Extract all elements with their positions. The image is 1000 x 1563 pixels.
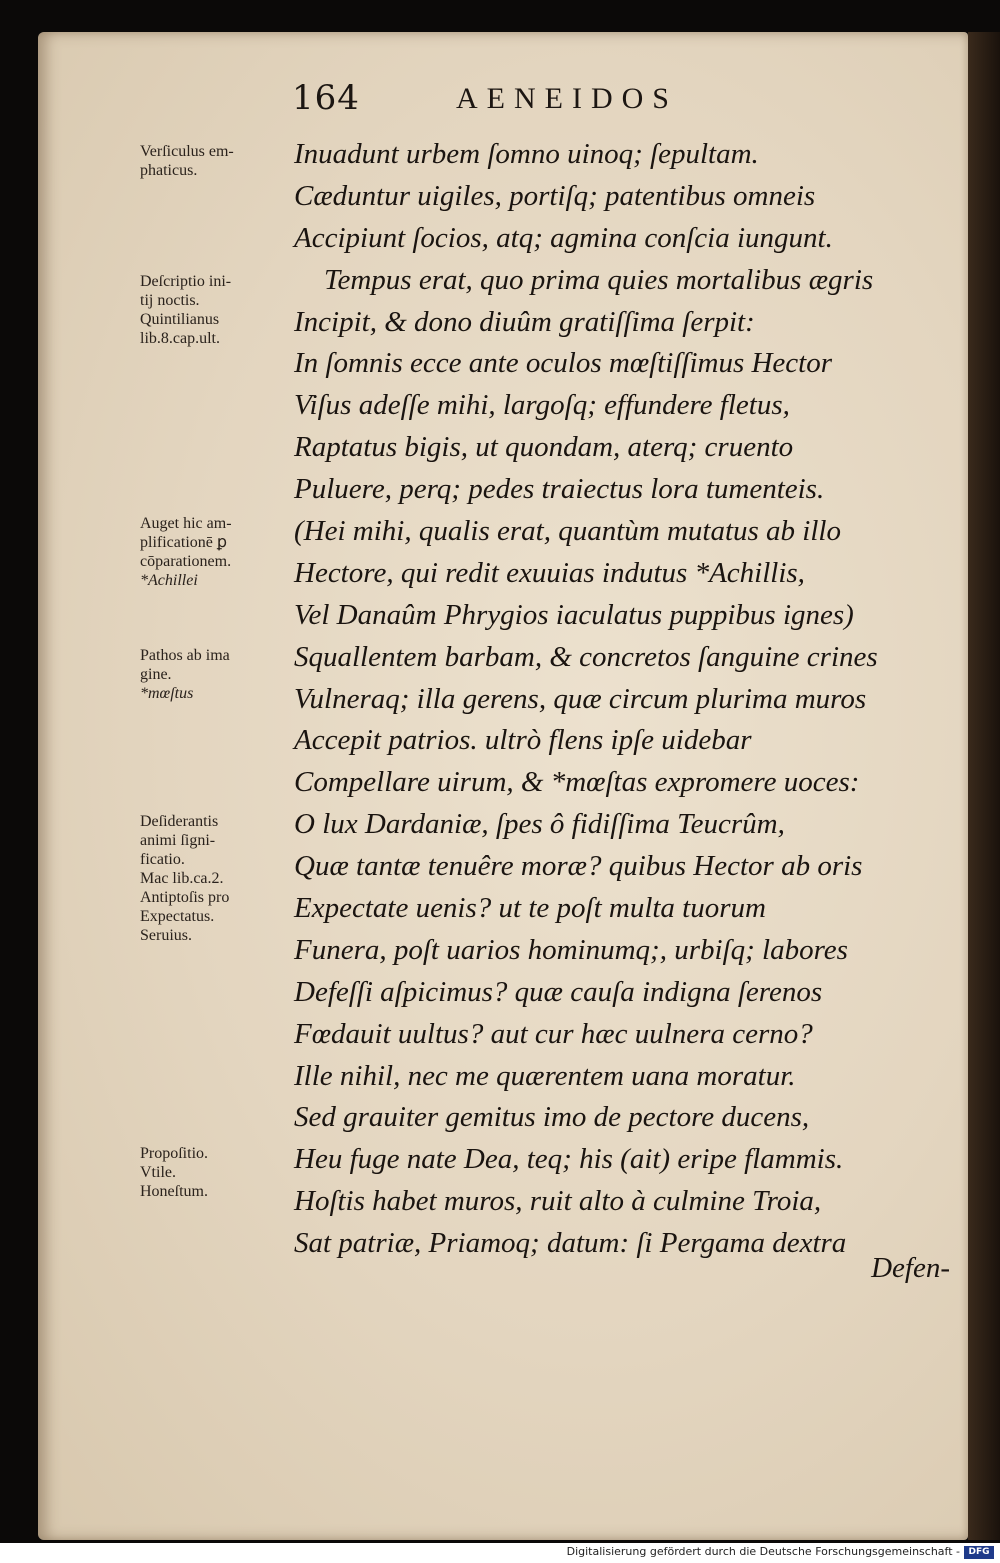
verse-line: Viſus adeſſe mihi, largoſq; effundere fletus,	[294, 389, 790, 422]
verse-line: Incipit, & dono diuûm gratiſſima ſerpit:	[294, 305, 755, 338]
verse-line: In ſomnis ecce ante oculos mœſtiſſimus Hector	[294, 347, 833, 380]
verse-line: Defeſſi aſpicimus? quæ cauſa indigna ſerenos	[294, 975, 823, 1008]
margin-note-line: Vtile.	[140, 1164, 176, 1181]
book-spine	[968, 32, 1000, 1540]
footer-bar	[0, 1543, 1000, 1563]
margin-note-line: *Achillei	[140, 572, 198, 589]
verse-line: Quæ tantæ tenuêre moræ? quibus Hector ab oris	[294, 850, 863, 883]
margin-note-line: Seruius.	[140, 927, 192, 944]
verse-line: Hectore, qui redit exuuias indutus *Achillis,	[294, 556, 805, 589]
verse-line: Sat patriæ, Priamoq; datum: ſi Pergama dextra	[294, 1227, 847, 1260]
margin-note-line: Verſiculus em-	[140, 143, 234, 160]
margin-note-line: gine.	[140, 666, 172, 683]
margin-note-line: lib.8.cap.ult.	[140, 330, 220, 347]
funding-credit: Digitalisierung gefördert durch die Deutsche Forschungsgemeinschaft -	[566, 1545, 960, 1558]
margin-note-line: Quintilianus	[140, 311, 220, 328]
margin-note-line: tij noctis.	[140, 292, 200, 309]
margin-note-line: animi ſigni-	[140, 832, 216, 849]
verse-line: Tempus erat, quo prima quies mortalibus ægris	[324, 263, 874, 296]
margin-note-line: plificationē ꝑ	[140, 534, 228, 551]
verse-line: Funera, poſt uarios hominumq;, urbiſq; labores	[294, 933, 848, 966]
verse-line: Squallentem barbam, & concretos ſanguine crines	[294, 640, 878, 673]
margin-note	[140, 514, 290, 590]
running-head: AENEIDOS	[456, 82, 678, 115]
margin-note	[140, 812, 290, 945]
verse-line: Accepit patrios. ultrò flens ipſe uidebar	[294, 724, 752, 757]
verse-line: Accipiunt ſocios, atq; agmina conſcia iungunt.	[294, 221, 833, 254]
verse-line: Raptatus bigis, ut quondam, aterq; cruento	[294, 431, 794, 464]
verse-line: Ille nihil, nec me quærentem uana moratur.	[294, 1059, 796, 1092]
verse-line: O lux Dardaniæ, ſpes ô fidiſſima Teucrûm,	[294, 808, 785, 841]
dfg-logo: DFG	[964, 1546, 994, 1559]
margin-note-line: ficatio.	[140, 851, 185, 868]
margin-note-line: Pathos ab ima	[140, 647, 230, 664]
margin-note-line: phaticus.	[140, 162, 198, 179]
margin-note	[140, 142, 290, 180]
margin-note-line: Mac lib.ca.2.	[140, 870, 224, 887]
verse-line: Compellare uirum, & *mœſtas expromere uoces:	[294, 766, 860, 799]
verse-block	[294, 134, 954, 1265]
margin-note-line: *mœſtus	[140, 685, 194, 702]
margin-note-line: Propoſitio.	[140, 1145, 209, 1162]
verse-line: Hoſtis habet muros, ruit alto à culmine Troia,	[294, 1185, 822, 1218]
margin-note-line: cōparationem.	[140, 553, 232, 570]
margin-note-line: Honeſtum.	[140, 1183, 208, 1200]
margin-note-line: Deſiderantis	[140, 813, 219, 830]
verse-line: Cæduntur uigiles, portiſq; patentibus omneis	[294, 179, 816, 212]
verse-line: Expectate uenis? ut te poſt multa tuorum	[294, 892, 766, 925]
verse-line: Inuadunt urbem ſomno uinoq; ſepultam.	[294, 138, 759, 170]
verse-line: Puluere, perq; pedes traiectus lora tumenteis.	[294, 473, 825, 506]
page-number: 164	[292, 78, 360, 118]
margin-note-line: Auget hic am-	[140, 515, 232, 532]
margin-note	[140, 646, 290, 703]
page-header	[0, 78, 1000, 118]
verse-line: Sed grauiter gemitus imo de pectore ducens,	[294, 1101, 810, 1134]
verse-line: Vel Danaûm Phrygios iaculatus puppibus ignes)	[294, 598, 854, 631]
verse-line: Vulneraq; illa gerens, quæ circum plurima muros	[294, 682, 867, 715]
catchword: Defen-	[871, 1252, 950, 1284]
margin-note	[140, 1144, 290, 1201]
verse-line: Heu fuge nate Dea, teq; his (ait) eripe flammis.	[294, 1143, 844, 1176]
margin-note	[140, 272, 290, 348]
verse-line: (Hei mihi, qualis erat, quantùm mutatus ab illo	[294, 515, 841, 548]
margin-note-line: Deſcriptio ini-	[140, 273, 232, 290]
margin-note-line: Antiptoſis pro	[140, 889, 230, 906]
verse-line: Fœdauit uultus? aut cur hæc uulnera cerno?	[294, 1017, 813, 1050]
margin-note-line: Expectatus.	[140, 908, 215, 925]
